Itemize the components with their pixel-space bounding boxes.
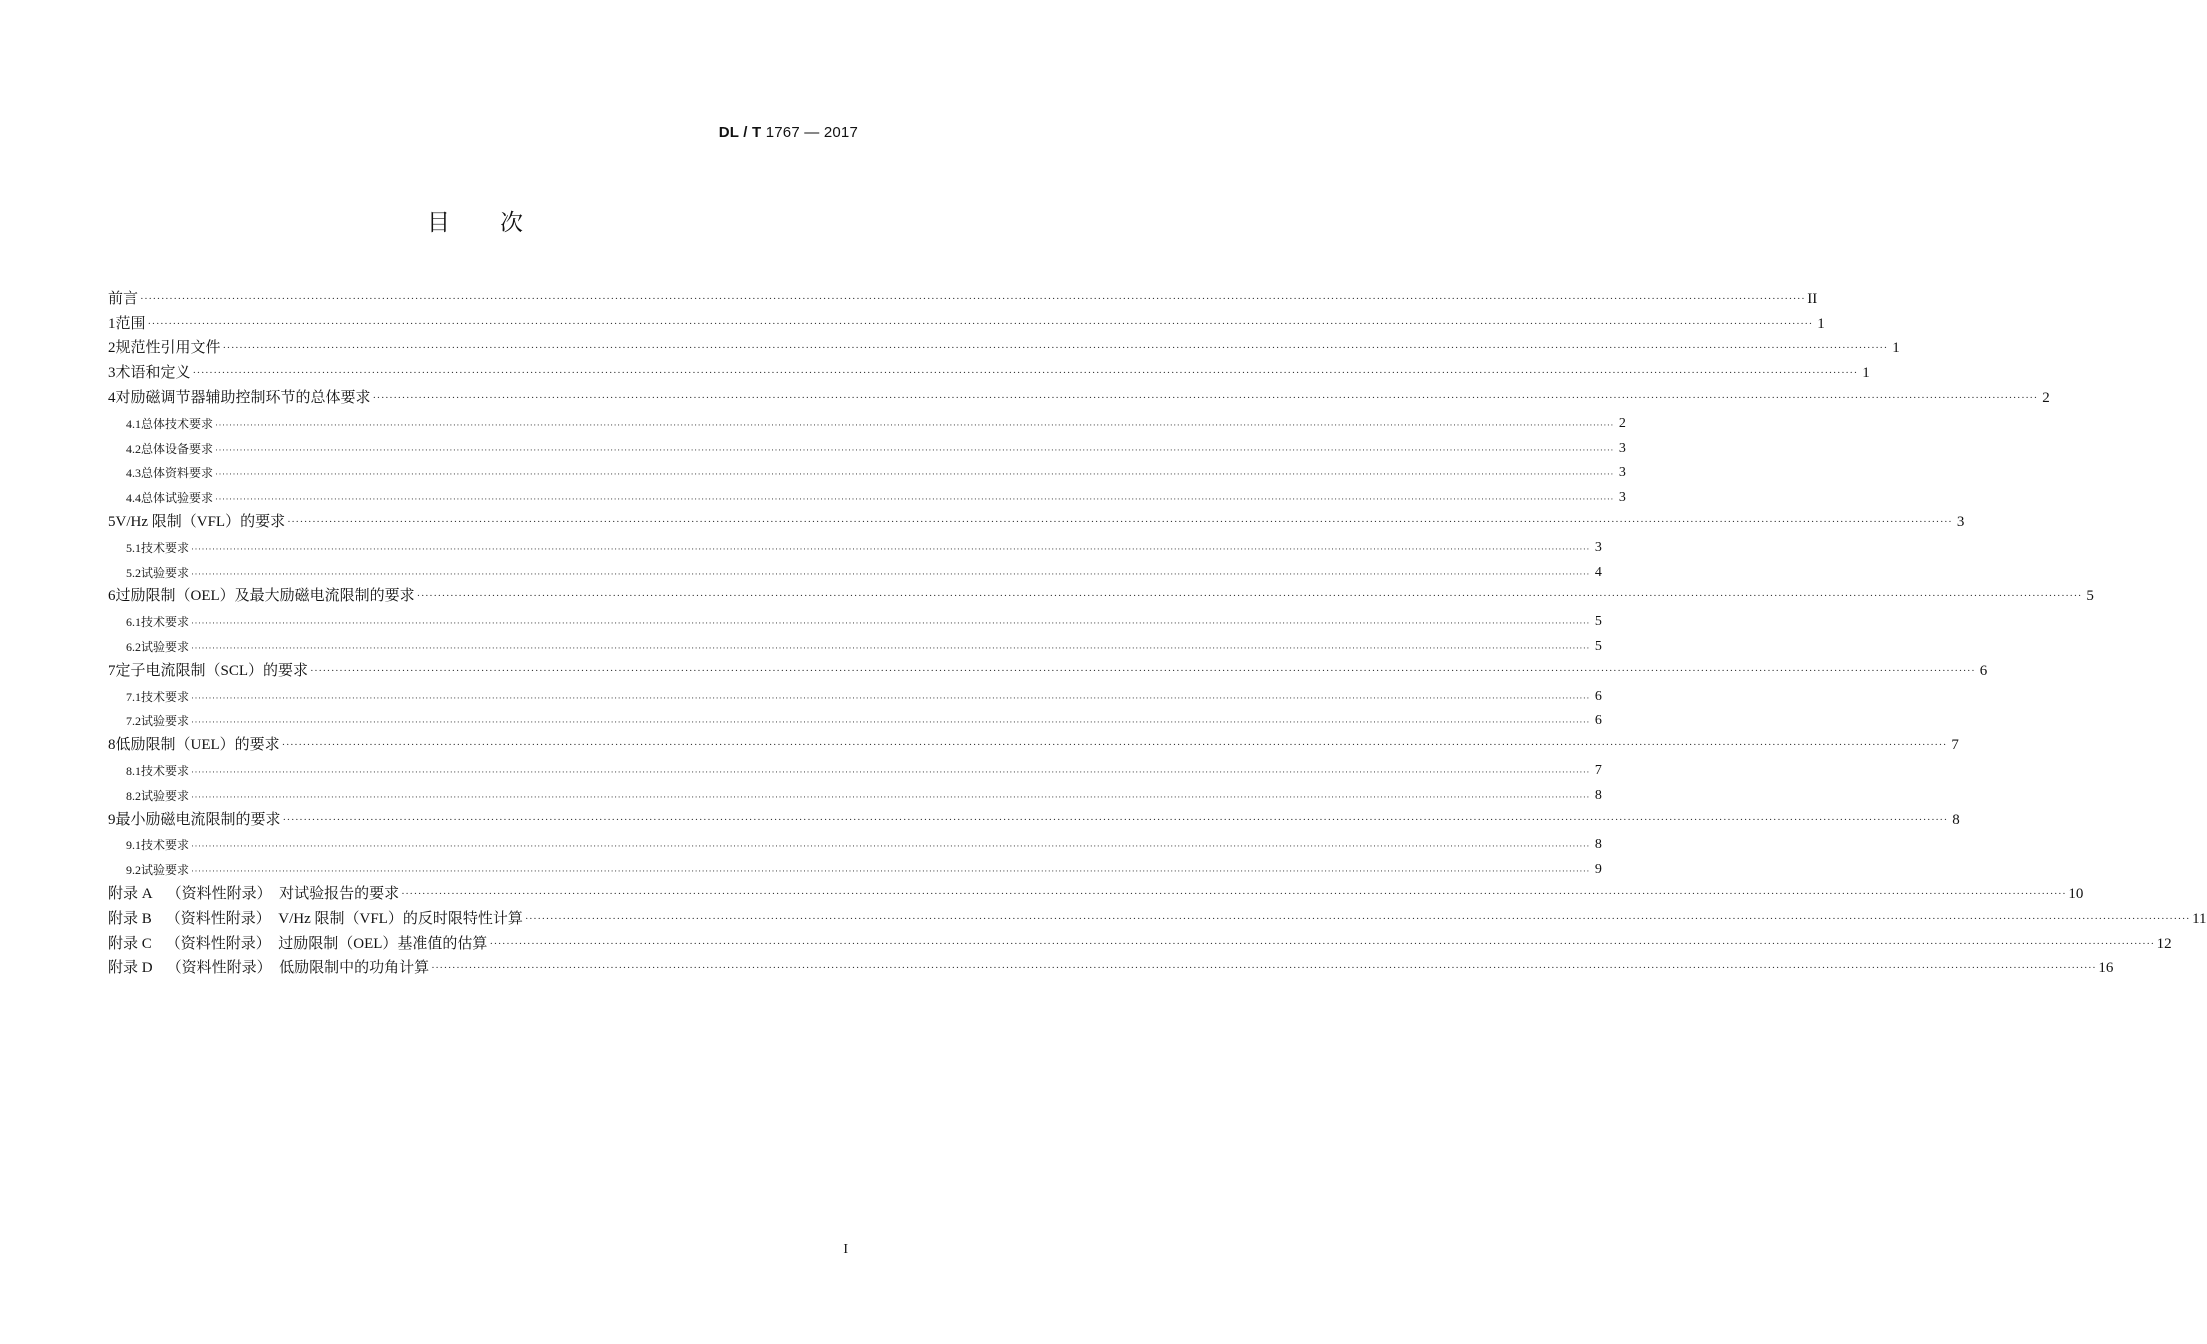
toc-dot-leader: ················································································································································································································································································································································································································ (287, 515, 1953, 528)
toc-entry-number: 5.2 (126, 565, 141, 580)
page-title: 目次 (427, 210, 573, 236)
toc-entry[interactable] (108, 928, 2172, 953)
toc-entry-number: 7.1 (126, 689, 141, 704)
toc-entry[interactable] (108, 630, 1602, 655)
toc-entry-title: 技术要求 (141, 540, 190, 555)
toc-dot-leader: ················································································································································································································································································································································································································ (191, 618, 1590, 629)
toc-entry-page: 1 (1892, 340, 1900, 357)
toc-entry[interactable] (108, 853, 1602, 878)
toc-entry-page: 1 (1862, 365, 1870, 382)
toc-entry-page: 2 (2042, 389, 2050, 406)
toc-entry-number: 9.2 (126, 863, 141, 878)
toc-dot-leader: ················································································································································································································································································································································································································ (191, 766, 1590, 777)
table-of-contents (108, 283, 2207, 977)
toc-entry-title: V/Hz 限制（VFL）的要求 (115, 513, 286, 530)
toc-entry-title: 对励磁调节器辅助控制环节的总体要求 (115, 389, 371, 406)
toc-entry[interactable] (108, 581, 2094, 606)
toc-dot-leader: ················································································································································································································································································································································································································ (372, 391, 2038, 404)
toc-entry-title: 总体设备要求 (141, 441, 214, 456)
toc-dot-leader: ················································································································································································································································································································································································································ (416, 590, 2082, 603)
toc-entry-title: （资料性附录） V/Hz 限制（VFL）的反时限特性计算 (165, 910, 523, 927)
toc-entry[interactable] (108, 531, 1602, 556)
toc-entry-title: （资料性附录） 低励限制中的功角计算 (166, 960, 430, 977)
toc-dot-leader: ················································································································································································································································································································································································································ (215, 494, 1614, 505)
toc-entry[interactable] (108, 382, 2050, 407)
toc-entry-title: 总体技术要求 (141, 416, 214, 431)
toc-entry-page: 16 (2098, 960, 2114, 977)
toc-entry[interactable] (108, 457, 1626, 482)
toc-dot-leader: ················································································································································································································································································································································································································ (215, 419, 1614, 430)
toc-entry-page: 6 (1594, 713, 1602, 729)
toc-entry-page: 3 (1594, 539, 1602, 555)
toc-dot-leader: ················································································································································································································································································································································································································ (191, 866, 1590, 877)
toc-entry-title: 术语和定义 (115, 365, 191, 382)
toc-entry-title: 试验要求 (141, 863, 190, 878)
toc-entry-title: 总体试验要求 (141, 491, 214, 506)
toc-entry-page: 1 (1817, 315, 1825, 332)
toc-entry[interactable] (108, 407, 1626, 432)
toc-entry-title: 技术要求 (141, 763, 190, 778)
toc-dot-leader: ················································································································································································································································································································································································································ (140, 292, 1806, 305)
toc-entry[interactable] (108, 705, 1602, 730)
toc-entry-number: 1 (108, 315, 116, 332)
toc-entry-title: 试验要求 (141, 565, 190, 580)
toc-entry[interactable] (108, 878, 2084, 903)
toc-entry-number: 附录 D (108, 960, 153, 977)
toc-entry-page: 3 (1618, 465, 1626, 481)
toc-entry-page: 5 (1594, 638, 1602, 654)
toc-entry-number: 8.2 (126, 788, 141, 803)
toc-entry-title: 低励限制（UEL）的要求 (115, 737, 280, 754)
toc-entry-number: 附录 B (108, 910, 152, 927)
toc-entry-title: 技术要求 (141, 689, 190, 704)
standard-code-rest: 1767 — 2017 (765, 124, 858, 141)
toc-entry-page: 5 (1594, 614, 1602, 630)
toc-dot-leader: ················································································································································································································································································································································································································ (310, 664, 1976, 677)
toc-entry-number: 9 (108, 811, 116, 828)
toc-entry-title: （资料性附录） 对试验报告的要求 (166, 885, 400, 902)
page-number: I (843, 1242, 848, 1257)
toc-dot-leader: ················································································································································································································································································································································································································ (191, 568, 1590, 579)
toc-entry[interactable] (108, 481, 1626, 506)
toc-entry-title: 前言 (108, 290, 139, 307)
toc-entry-number: 附录 A (108, 885, 153, 902)
toc-entry[interactable] (108, 605, 1602, 630)
toc-entry-number: 5 (108, 513, 116, 530)
standard-code (719, 124, 858, 141)
toc-entry-number: 7.2 (126, 714, 141, 729)
toc-entry[interactable] (108, 779, 1602, 804)
toc-entry[interactable] (108, 506, 1965, 531)
toc-entry-page: 8 (1594, 837, 1602, 853)
toc-entry-page: 5 (2086, 588, 2094, 605)
toc-entry-page: II (1807, 290, 1818, 307)
toc-entry-page: 11 (2192, 910, 2207, 927)
toc-entry[interactable] (108, 333, 1900, 358)
toc-entry[interactable] (108, 804, 1960, 829)
toc-entry-title: 定子电流限制（SCL）的要求 (115, 662, 309, 679)
toc-entry-page: 3 (1618, 440, 1626, 456)
toc-entry-title: 技术要求 (141, 615, 190, 630)
toc-dot-leader: ················································································································································································································································································································································································································ (191, 841, 1590, 852)
toc-entry-page: 7 (1594, 762, 1602, 778)
toc-dot-leader: ················································································································································································································································································································································································································ (489, 937, 2155, 950)
toc-entry[interactable] (108, 729, 1959, 754)
toc-dot-leader: ················································································································································································································································································································································································································ (215, 469, 1614, 480)
toc-entry[interactable] (108, 556, 1602, 581)
toc-entry-page: 3 (1618, 490, 1626, 506)
toc-entry[interactable] (108, 680, 1602, 705)
toc-entry-page: 4 (1594, 564, 1602, 580)
toc-entry[interactable] (108, 655, 1988, 680)
toc-dot-leader: ················································································································································································································································································································································································································ (147, 317, 1813, 330)
toc-entry-title: （资料性附录） 过励限制（OEL）基准值的估算 (165, 935, 488, 952)
toc-entry-title: 试验要求 (141, 714, 190, 729)
toc-entry[interactable] (108, 308, 1825, 333)
toc-entry-number: 4 (108, 389, 116, 406)
toc-entry-page: 6 (1979, 662, 1988, 679)
toc-entry-number: 8 (108, 737, 116, 754)
toc-entry[interactable] (108, 903, 2207, 928)
toc-entry-page: 10 (2068, 885, 2084, 902)
toc-dot-leader: ················································································································································································································································································································································································································ (191, 717, 1590, 728)
toc-dot-leader: ················································································································································································································································································································································································································ (191, 692, 1590, 703)
toc-entry-number: 4.1 (126, 416, 141, 431)
toc-entry-number: 6.1 (126, 615, 141, 630)
toc-entry-title: 范围 (115, 315, 146, 332)
toc-dot-leader: ················································································································································································································································································································································································································ (222, 342, 1888, 355)
toc-entry-page: 7 (1951, 737, 1959, 754)
toc-entry-title: 试验要求 (141, 639, 190, 654)
toc-entry-page: 8 (1952, 811, 1960, 828)
toc-entry-title: 规范性引用文件 (115, 340, 221, 357)
toc-entry[interactable] (108, 432, 1626, 457)
toc-entry-page: 2 (1618, 415, 1626, 431)
toc-entry[interactable] (108, 953, 2114, 978)
toc-entry-page: 3 (1956, 513, 1965, 530)
toc-dot-leader: ················································································································································································································································································································································································································ (524, 912, 2191, 925)
toc-entry[interactable] (108, 357, 1870, 382)
toc-dot-leader: ················································································································································································································································································································································································································ (191, 543, 1590, 554)
toc-dot-leader: ················································································································································································································································································································································································································ (215, 444, 1614, 455)
toc-dot-leader: ················································································································································································································································································································································································································ (401, 887, 2067, 900)
toc-entry-number: 6 (108, 588, 116, 605)
toc-entry-title: 试验要求 (141, 788, 190, 803)
toc-entry[interactable] (108, 829, 1602, 854)
toc-entry[interactable] (108, 754, 1602, 779)
toc-entry-page: 8 (1594, 787, 1602, 803)
toc-entry-number: 6.2 (126, 639, 141, 654)
toc-entry-number: 附录 C (108, 935, 152, 952)
toc-entry-number: 8.1 (126, 763, 141, 778)
toc-entry-title: 总体资料要求 (141, 466, 214, 481)
toc-entry-number: 9.1 (126, 838, 141, 853)
toc-entry-number: 7 (108, 662, 116, 679)
toc-entry-number: 3 (108, 365, 116, 382)
toc-dot-leader: ················································································································································································································································································································································································································ (281, 739, 1947, 752)
toc-entry-title: 过励限制（OEL）及最大励磁电流限制的要求 (115, 588, 415, 605)
toc-entry-number: 4.3 (126, 466, 141, 481)
toc-entry-number: 5.1 (126, 540, 141, 555)
toc-entry-number: 4.4 (126, 491, 141, 506)
toc-entry-title: 最小励磁电流限制的要求 (115, 811, 281, 828)
toc-entry-number: 4.2 (126, 441, 141, 456)
toc-dot-leader: ················································································································································································································································································································································································································ (191, 642, 1590, 653)
toc-dot-leader: ················································································································································································································································································································································································································ (191, 791, 1590, 802)
toc-dot-leader: ················································································································································································································································································································································································································ (282, 813, 1948, 826)
toc-dot-leader: ················································································································································································································································································································································································································ (431, 962, 2097, 975)
toc-entry-title: 技术要求 (141, 838, 190, 853)
toc-dot-leader: ················································································································································································································································································································································································································ (192, 367, 1858, 380)
toc-entry-page: 12 (2156, 935, 2172, 952)
toc-entry-page: 9 (1594, 862, 1602, 878)
toc-entry[interactable] (108, 283, 1818, 308)
toc-entry-page: 6 (1594, 688, 1602, 704)
standard-code-prefix: DL / T (718, 124, 762, 141)
toc-entry-number: 2 (108, 340, 116, 357)
